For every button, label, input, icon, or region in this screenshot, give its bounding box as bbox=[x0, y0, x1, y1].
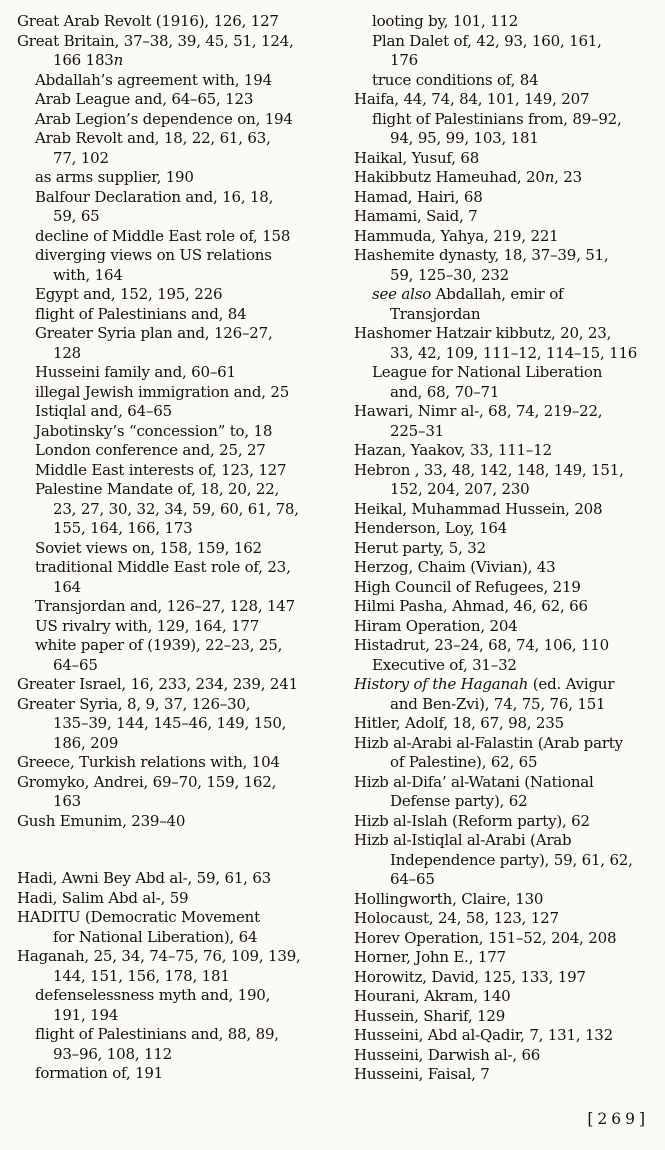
index-line: Hammuda, Yahya, 219, 221 bbox=[354, 226, 559, 245]
index-line: defenselessness myth and, 190, bbox=[35, 986, 271, 1004]
index-line: Husseini family and, 60–61 bbox=[35, 363, 236, 381]
index-line: Hazan, Yaakov, 33, 111–12 bbox=[354, 441, 552, 459]
index-line: Balfour Declaration and, 16, 18, bbox=[35, 187, 274, 206]
index-line: 155, 164, 166, 173 bbox=[53, 519, 193, 537]
index-line: traditional Middle East role of, 23, bbox=[35, 558, 291, 576]
index-line: Hitler, Adolf, 18, 67, 98, 235 bbox=[354, 714, 564, 732]
index-line: Gush Emunim, 239–40 bbox=[17, 811, 186, 830]
index-line: looting by, 101, 112 bbox=[372, 12, 519, 30]
index-line: Hizb al-Islah (Reform party), 62 bbox=[354, 811, 590, 830]
index-line: 33, 42, 109, 111–12, 114–15, 116 bbox=[390, 343, 638, 362]
index-line: Hebron , 33, 48, 142, 148, 149, 151, bbox=[354, 460, 624, 479]
index-line: Hadi, Awni Bey Abd al-, 59, 61, 63 bbox=[17, 869, 272, 887]
index-line: Hadi, Salim Abd al-, 59 bbox=[17, 888, 189, 907]
index-line: Executive of, 31–32 bbox=[372, 655, 517, 674]
index-line: Greece, Turkish relations with, 104 bbox=[17, 753, 280, 771]
index-line: Great Britain, 37–38, 39, 45, 51, 124, bbox=[17, 31, 294, 50]
index-line: History of the Haganah (ed. Avigur bbox=[354, 675, 615, 693]
index-line: 64–65 bbox=[53, 655, 98, 674]
index-line: 94, 95, 99, 103, 181 bbox=[390, 129, 539, 147]
index-line: flight of Palestinians from, 89–92, bbox=[372, 109, 622, 128]
index-line: Herzog, Chaim (Vivian), 43 bbox=[354, 558, 556, 576]
index-line: Hamami, Said, 7 bbox=[354, 207, 478, 225]
index-line: decline of Middle East role of, 158 bbox=[35, 226, 291, 245]
index-line: Istiqlal and, 64–65 bbox=[35, 402, 172, 420]
index-line: League for National Liberation bbox=[372, 363, 603, 381]
index-line: Horowitz, David, 125, 133, 197 bbox=[354, 967, 586, 986]
index-line: Haikal, Yusuf, 68 bbox=[354, 148, 480, 167]
index-line: and Ben-Zvi), 74, 75, 76, 151 bbox=[390, 694, 606, 713]
index-line: Greater Israel, 16, 233, 234, 239, 241 bbox=[17, 675, 298, 693]
index-line: Hourani, Akram, 140 bbox=[354, 987, 511, 1005]
index-line: Haifa, 44, 74, 84, 101, 149, 207 bbox=[354, 90, 590, 108]
index-line: flight of Palestinians and, 88, 89, bbox=[35, 1025, 279, 1043]
index-line: Histadrut, 23–24, 68, 74, 106, 110 bbox=[354, 636, 609, 654]
index-column-right bbox=[354, 12, 658, 1085]
index-line: Hashomer Hatzair kibbutz, 20, 23, bbox=[354, 324, 612, 342]
index-line: 77, 102 bbox=[53, 148, 109, 167]
index-line: Husseini, Abd al-Qadir, 7, 131, 132 bbox=[354, 1026, 613, 1044]
index-line: diverging views on US relations bbox=[35, 246, 272, 264]
index-line: truce conditions of, 84 bbox=[372, 70, 539, 89]
index-line: Greater Syria plan and, 126–27, bbox=[35, 324, 273, 342]
index-line: Horev Operation, 151–52, 204, 208 bbox=[354, 928, 617, 947]
index-line: Transjordan bbox=[390, 304, 481, 323]
index-line: Haganah, 25, 34, 74–75, 76, 109, 139, bbox=[17, 947, 301, 965]
index-line: see also Abdallah, emir of bbox=[372, 285, 564, 303]
index-line: Arab Legion’s dependence on, 194 bbox=[35, 109, 293, 128]
index-line: Plan Dalet of, 42, 93, 160, 161, bbox=[372, 31, 602, 50]
index-line: 152, 204, 207, 230 bbox=[390, 480, 530, 498]
index-line: as arms supplier, 190 bbox=[35, 168, 194, 186]
index-line: with, 164 bbox=[53, 265, 123, 284]
index-line: Hollingworth, Claire, 130 bbox=[354, 889, 544, 908]
index-line: London conference and, 25, 27 bbox=[35, 441, 266, 459]
index-line: 59, 125–30, 232 bbox=[390, 265, 510, 284]
index-line: 144, 151, 156, 178, 181 bbox=[53, 966, 230, 985]
index-line: Soviet views on, 158, 159, 162 bbox=[35, 538, 262, 557]
index-line: Independence party), 59, 61, 62, bbox=[390, 850, 633, 869]
index-line: formation of, 191 bbox=[35, 1064, 164, 1082]
index-line: HADITU (Democratic Movement bbox=[17, 908, 260, 926]
index-line: Holocaust, 24, 58, 123, 127 bbox=[354, 909, 559, 927]
index-line: 93–96, 108, 112 bbox=[53, 1044, 173, 1063]
index-line: Transjordan and, 126–27, 128, 147 bbox=[35, 597, 295, 615]
index-line: Jabotinsky’s “concession” to, 18 bbox=[35, 421, 273, 440]
index-line: Henderson, Loy, 164 bbox=[354, 519, 508, 537]
index-line: flight of Palestinians and, 84 bbox=[35, 304, 247, 323]
index-line: Husseini, Faisal, 7 bbox=[354, 1065, 490, 1083]
index-line: Gromyko, Andrei, 69–70, 159, 162, bbox=[17, 772, 277, 791]
index-line: Hiram Operation, 204 bbox=[354, 616, 518, 635]
index-line: Hamad, Hairi, 68 bbox=[354, 187, 483, 206]
index-line: Middle East interests of, 123, 127 bbox=[35, 460, 287, 479]
index-line: US rivalry with, 129, 164, 177 bbox=[35, 616, 260, 635]
index-line: 128 bbox=[53, 343, 82, 362]
index-line: Heikal, Muhammad Hussein, 208 bbox=[354, 499, 603, 518]
index-line: Husseini, Darwish al-, 66 bbox=[354, 1045, 541, 1064]
index-line: Hawari, Nimr al-, 68, 74, 219–22, bbox=[354, 402, 603, 420]
index-line: 23, 27, 30, 32, 34, 59, 60, 61, 78, bbox=[53, 499, 299, 518]
index-line: 163 bbox=[53, 792, 82, 810]
index-line: 191, 194 bbox=[53, 1005, 119, 1024]
index-line: 135–39, 144, 145–46, 149, 150, bbox=[53, 714, 287, 732]
index-line: Hakibbutz Hameuhad, 20n, 23 bbox=[354, 168, 582, 186]
index-line: 64–65 bbox=[390, 870, 435, 888]
index-line: Abdallah’s agreement with, 194 bbox=[35, 70, 272, 89]
index-line: illegal Jewish immigration and, 25 bbox=[35, 382, 290, 401]
index-line: 59, 65 bbox=[53, 207, 100, 225]
index-line: Greater Syria, 8, 9, 37, 126–30, bbox=[17, 694, 251, 713]
index-line: Great Arab Revolt (1916), 126, 127 bbox=[17, 12, 279, 30]
index-line: white paper of (1939), 22–23, 25, bbox=[35, 636, 283, 654]
index-line: Arab League and, 64–65, 123 bbox=[35, 90, 254, 108]
index-line: Arab Revolt and, 18, 22, 61, 63, bbox=[35, 129, 271, 147]
index-line: 225–31 bbox=[390, 421, 445, 440]
index-line: Hizb al-Istiqlal al-Arabi (Arab bbox=[354, 831, 572, 849]
index-line: Herut party, 5, 32 bbox=[354, 538, 486, 557]
index-line: Hussein, Sharif, 129 bbox=[354, 1006, 506, 1025]
section-gap bbox=[17, 831, 347, 869]
index-line: Hizb al-Difa’ al-Watani (National bbox=[354, 772, 594, 791]
index-line: 164 bbox=[53, 577, 82, 596]
index-line: for National Liberation), 64 bbox=[53, 927, 258, 946]
index-line: 176 bbox=[390, 51, 419, 69]
index-line: 186, 209 bbox=[53, 733, 119, 752]
index-line: High Council of Refugees, 219 bbox=[354, 577, 581, 596]
index-line: of Palestine), 62, 65 bbox=[390, 753, 538, 771]
index-line: Hashemite dynasty, 18, 37–39, 51, bbox=[354, 246, 609, 264]
index-line: Defense party), 62 bbox=[390, 792, 528, 810]
index-line: Palestine Mandate of, 18, 20, 22, bbox=[35, 480, 280, 498]
index-line: Hizb al-Arabi al-Falastin (Arab party bbox=[354, 733, 623, 752]
index-line: Hilmi Pasha, Ahmad, 46, 62, 66 bbox=[354, 597, 588, 615]
index-line: Egypt and, 152, 195, 226 bbox=[35, 285, 223, 303]
index-column-left bbox=[17, 12, 347, 1084]
index-line: and, 68, 70–71 bbox=[390, 382, 500, 401]
index-line: 166 183n bbox=[53, 51, 124, 69]
page-number: [269] bbox=[587, 1110, 649, 1128]
index-line: Horner, John E., 177 bbox=[354, 948, 506, 966]
